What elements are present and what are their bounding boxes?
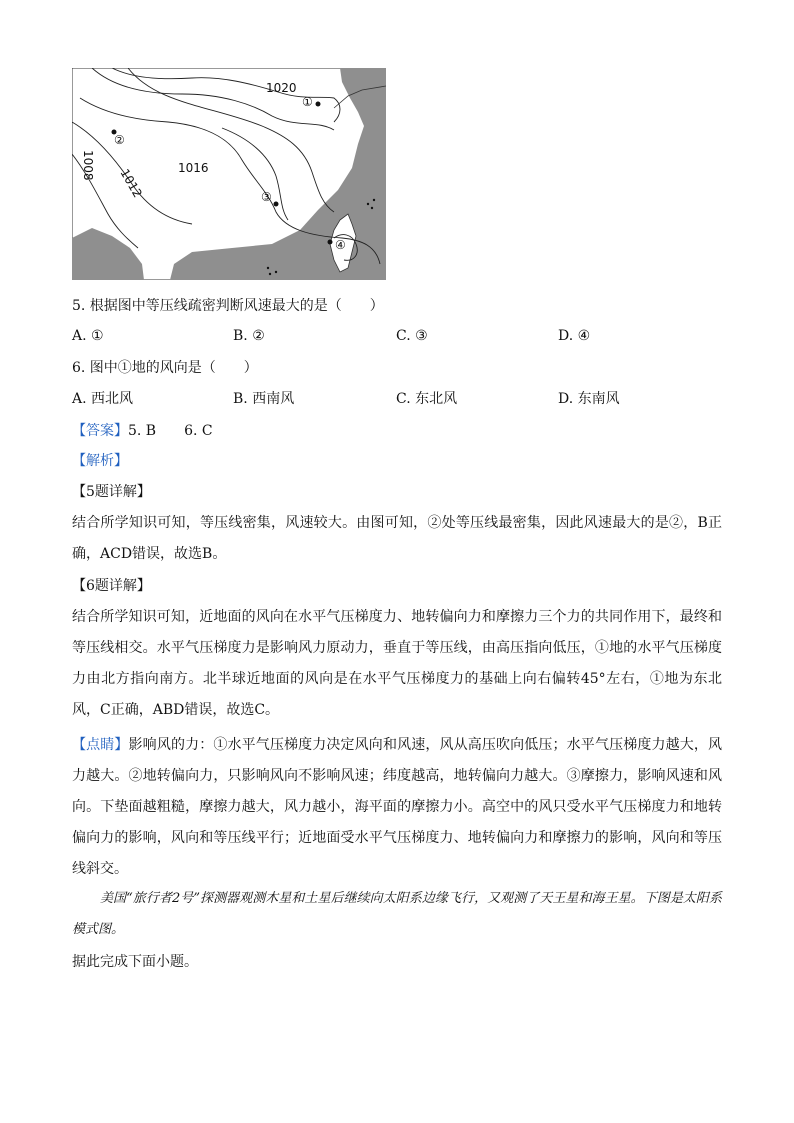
detail6-label: 【6题详解】 — [72, 578, 151, 594]
tip-label: 【点睛】 — [72, 737, 129, 753]
detail5-text: 结合所学知识可知，等压线密集，风速较大。由图可知，②处等压线最密集，因此风速最大的是②，B正确，ACD错误，故选B。 — [72, 515, 722, 562]
isobar-label-1008: 1008 — [81, 150, 95, 181]
q6-option-d: D. 东南风 — [558, 391, 620, 407]
isobar-label-1016: 1016 — [178, 161, 209, 175]
point-2-label: ② — [114, 133, 125, 147]
tip-block — [72, 730, 722, 885]
q6-option-a: A. 西北风 — [72, 391, 134, 407]
q6-option-c: C. 东北风 — [396, 391, 458, 407]
answer-text: 5. B 6. C — [128, 423, 213, 439]
point-3-label: ③ — [261, 190, 272, 204]
q6-option-b: B. 西南风 — [233, 391, 295, 407]
q5-option-c: C. ③ — [396, 328, 428, 344]
answer-line — [72, 421, 213, 441]
detail6-text: 结合所学知识可知，近地面的风向在水平气压梯度力、地转偏向力和摩擦力三个力的共同作用下，最终和等压线相交。水平气压梯度力是影响风力原动力，垂直于等压线，由高压指向低压，①地的水平气压梯度力由北方指向南方。北半球近地面的风向是在水平气压梯度力的基础上向右偏转45°左右，①地为东北风，C正确，ABD错误，故选C。 — [72, 609, 722, 718]
q5-option-d: D. ④ — [558, 328, 591, 344]
q5-option-a: A. ① — [72, 328, 104, 344]
q6-stem: 6. 图中①地的风向是（ ） — [72, 360, 258, 376]
instruction-text: 据此完成下面小题。 — [72, 954, 198, 970]
isobar-label-1020: 1020 — [266, 81, 297, 95]
point-4-label: ④ — [335, 238, 346, 252]
point-3-dot — [274, 202, 279, 207]
answer-label: 【答案】 — [72, 423, 128, 439]
point-1-label: ① — [302, 95, 313, 109]
q5-option-b: B. ② — [233, 328, 265, 344]
analysis-label: 【解析】 — [72, 453, 128, 469]
q5-stem: 5. 根据图中等压线疏密判断风速最大的是（ ） — [72, 298, 384, 314]
isobar-map — [72, 68, 386, 280]
detail5-label: 【5题详解】 — [72, 484, 151, 500]
point-4-dot — [328, 240, 333, 245]
isobar-label-1012: 1012 — [117, 166, 145, 200]
point-1-dot — [316, 102, 321, 107]
tip-text: 影响风的力：①水平气压梯度力决定风向和风速，风从高压吹向低压；水平气压梯度力越大，风力越大。②地转偏向力，只影响风向不影响风速；纬度越高，地转偏向力越大。③摩擦力，影响风速和风向。下垫面越粗糙，摩擦力越大，风力越小，海平面的摩擦力小。高空中的风只受水平气压梯度力和地转偏向力的影响，风向和等压线平行；近地面受水平气压梯度力、地转偏向力和摩擦力的影响，风向和等压线斜交。 — [72, 737, 723, 877]
intro-text: 美国“旅行者2号”探测器观测木星和土星后继续向太阳系边缘飞行，又观测了天王星和海王星。下图是太阳系模式图。 — [72, 891, 722, 937]
